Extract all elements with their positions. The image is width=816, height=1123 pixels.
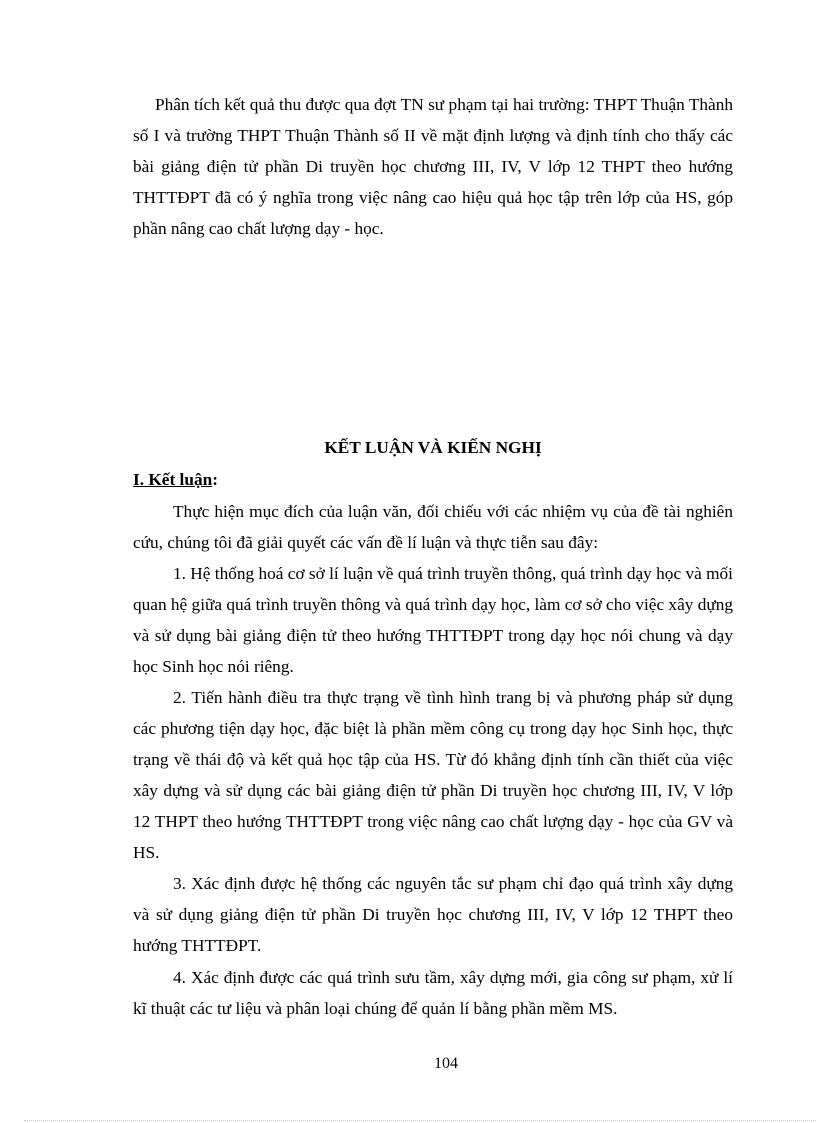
conclusion-item-3: 3. Xác định được hệ thống các nguyên tắc sư phạm chỉ đạo quá trình xây dựng và sử dụng giảng điện tử phần Di truyền học chương III, IV, V lớp 12 THPT theo hướng THTTĐPT. [133, 874, 733, 955]
section-heading-label: I. Kết luận [133, 470, 213, 489]
lead-paragraph: Thực hiện mục đích của luận văn, đối chiếu với các nhiệm vụ của đề tài nghiên cứu, chúng tôi đã giải quyết các vấn đề lí luận và thực tiễn sau đây: [133, 502, 733, 552]
conclusion-item-4: 4. Xác định được các quá trình sưu tầm, xây dựng mới, gia công sư phạm, xử lí kĩ thuật các tư liệu và phân loại chúng để quản lí bằng phần mềm MS. [133, 968, 733, 1018]
page-number: 104 [434, 1055, 458, 1072]
page-bottom-divider [24, 1120, 816, 1121]
intro-paragraph: Phân tích kết quả thu được qua đợt TN sư phạm tại hai trường: THPT Thuận Thành số I và trường THPT Thuận Thành số II về mặt định lượng và định tính cho thấy các bài giảng điện tử phần Di truyền học chương III, IV, V lớp 12 THPT theo hướng THTTĐPT đã có ý nghĩa trong việc nâng cao hiệu quả học tập trên lớp của HS, góp phần nâng cao chất lượng dạy - học. [133, 95, 733, 238]
section-heading-colon: : [212, 470, 218, 489]
section-heading [133, 466, 218, 494]
conclusion-heading: KẾT LUẬN VÀ KIẾN NGHỊ [324, 438, 542, 457]
conclusion-item-2: 2. Tiến hành điều tra thực trạng về tình hình trang bị và phương pháp sử dụng các phương tiện dạy học, đặc biệt là phần mềm công cụ trong dạy học Sinh học, thực trạng về thái độ và kết quả học tập của HS. Từ đó khẳng định tính cần thiết của việc xây dựng và sử dụng các bài giảng điện tử phần Di truyền học chương III, IV, V lớp 12 THPT theo hướng THTTĐPT trong việc nâng cao chất lượng dạy - học của GV và HS. [133, 688, 733, 862]
conclusion-item-1: 1. Hệ thống hoá cơ sở lí luận về quá trình truyền thông, quá trình dạy học và mối quan hệ giữa quá trình truyền thông và quá trình dạy học, làm cơ sở cho việc xây dựng và sử dụng bài giảng điện tử theo hướng THTTĐPT trong dạy học nói chung và dạy học Sinh học nói riêng. [133, 564, 733, 676]
